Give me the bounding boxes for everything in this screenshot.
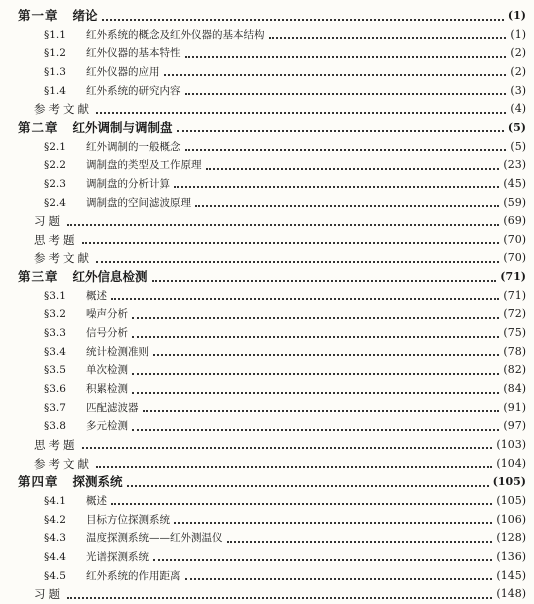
toc-page-number: (1)	[510, 27, 526, 41]
toc-page-number: (82)	[503, 363, 526, 377]
toc-entry-title: 调制盘的类型及工作原理	[86, 159, 202, 172]
dot-leader	[153, 558, 492, 561]
toc-page-number: (145)	[496, 568, 526, 582]
toc-section-row[interactable]	[0, 304, 534, 324]
toc-entry-label	[34, 584, 63, 604]
toc-entry-number: §2.1	[44, 140, 66, 153]
toc-misc-row[interactable]	[0, 454, 534, 474]
toc-section-row[interactable]	[0, 379, 534, 399]
dot-leader	[127, 484, 489, 487]
toc-entry-title: 绪论	[72, 8, 98, 23]
toc-entry-title: 思考题	[34, 437, 78, 452]
toc-page-number: (5)	[507, 120, 526, 134]
toc-entry-label	[44, 43, 181, 63]
toc-entry-number: §3.4	[44, 345, 66, 358]
toc-page-number: (5)	[510, 139, 526, 153]
toc-section-row[interactable]	[0, 155, 534, 175]
dot-leader	[152, 279, 497, 282]
toc-entry-number: §4.2	[44, 513, 66, 526]
dot-leader	[96, 111, 506, 114]
toc-entry-number: §1.4	[44, 84, 66, 97]
toc-entry-title: 多元检测	[86, 420, 128, 433]
toc-entry-number: §4.4	[44, 550, 66, 563]
toc-entry-title: 参考文献	[34, 456, 92, 471]
dot-leader	[153, 353, 499, 356]
toc-entry-label	[18, 6, 98, 26]
toc-entry-title: 温度探测系统——红外测温仪	[86, 532, 223, 545]
dot-leader	[177, 129, 504, 132]
toc-entry-number: §3.1	[44, 289, 66, 302]
toc-page-number: (1)	[507, 9, 526, 22]
toc-entry-label	[44, 379, 128, 399]
toc-section-row[interactable]	[0, 491, 534, 511]
dot-leader	[132, 428, 499, 431]
toc-page-number: (23)	[503, 158, 526, 172]
dot-leader	[143, 409, 500, 412]
toc-entry-number: §3.7	[44, 401, 66, 414]
toc-entry-title: 习题	[34, 587, 63, 602]
dot-leader	[185, 148, 507, 151]
dot-leader	[102, 18, 504, 21]
dot-leader	[185, 577, 493, 580]
toc-entry-label	[44, 174, 170, 194]
toc-chapter-row[interactable]	[0, 267, 534, 287]
dot-leader	[164, 73, 507, 76]
toc-section-row[interactable]	[0, 547, 534, 567]
toc-entry-title: 红外仪器的基本特性	[86, 47, 181, 60]
toc-entry-label	[44, 566, 181, 586]
toc-section-row[interactable]	[0, 174, 534, 194]
toc-entry-title: 噪声分析	[86, 308, 128, 321]
dot-leader	[132, 316, 499, 319]
toc-entry-title: 光谱探测系统	[86, 550, 149, 563]
dot-leader	[132, 372, 499, 375]
toc-page-number: (104)	[496, 456, 526, 470]
dot-leader	[96, 260, 499, 263]
toc-entry-label	[34, 211, 63, 231]
toc-entry-label	[44, 304, 128, 324]
toc-page-number: (106)	[496, 512, 526, 526]
toc-page-number: (136)	[496, 549, 526, 563]
toc-entry-label	[44, 342, 149, 362]
toc-chapter-row[interactable]	[0, 118, 534, 138]
toc-entry-title: 概述	[86, 289, 107, 302]
toc-entry-title: 积累检测	[86, 383, 128, 395]
toc-section-row[interactable]	[0, 25, 534, 45]
toc-entry-label	[44, 360, 128, 380]
toc-entry-label	[18, 267, 148, 287]
toc-page-number: (148)	[496, 587, 526, 601]
toc-entry-label	[34, 99, 92, 119]
dot-leader	[174, 521, 492, 524]
toc-entry-label	[34, 248, 92, 268]
toc-entry-label	[44, 155, 202, 175]
dot-leader	[67, 223, 499, 226]
toc-entry-title: 红外调制的一般概念	[86, 140, 181, 153]
toc-entry-number: §1.3	[44, 65, 66, 78]
toc-entry-title: 红外系统的概念及红外仪器的基本结构	[86, 28, 265, 41]
toc-entry-label	[44, 491, 107, 511]
dot-leader	[132, 335, 499, 338]
toc-section-row[interactable]	[0, 323, 534, 343]
dot-leader	[174, 185, 499, 188]
toc-page-number: (2)	[510, 64, 526, 78]
toc-entry-title: 单次检测	[86, 364, 128, 377]
toc-entry-title: 参考文献	[34, 251, 92, 266]
toc-entry-title: 目标方位探测系统	[86, 513, 170, 526]
toc-entry-label	[44, 323, 128, 343]
toc-entry-label	[44, 510, 170, 530]
toc-page-number: (3)	[510, 83, 526, 97]
dot-leader	[111, 502, 492, 505]
toc-entry-number: §3.3	[44, 327, 66, 340]
toc-entry-label	[44, 193, 191, 213]
dot-leader	[96, 465, 492, 468]
dot-leader	[185, 55, 507, 58]
toc-misc-row[interactable]	[0, 211, 534, 231]
toc-page-number: (128)	[496, 531, 526, 545]
toc-entry-title: 调制盘的分析计算	[86, 177, 170, 190]
toc-entry-label	[34, 454, 92, 474]
toc-entry-label	[44, 398, 139, 418]
toc-entry-number: §4.3	[44, 532, 66, 545]
toc-entry-number: 第四章	[18, 474, 59, 490]
toc-entry-label	[44, 547, 149, 567]
dot-leader	[269, 36, 507, 39]
toc-page-number: (45)	[503, 176, 526, 190]
toc-misc-row[interactable]	[0, 230, 534, 250]
toc-page-number: (72)	[503, 307, 526, 321]
toc-entry-title: 红外调制与调制盘	[72, 119, 173, 135]
dot-leader	[67, 596, 492, 599]
toc-entry-title: 调制盘的空间滤波原理	[86, 196, 191, 209]
toc-page-number: (71)	[503, 288, 526, 302]
toc-entry-number: §1.1	[44, 28, 66, 41]
toc-entry-label	[44, 62, 160, 82]
toc-entry-title: 思考题	[34, 232, 78, 247]
toc-page-number: (75)	[503, 326, 526, 340]
toc-entry-title: 参考文献	[34, 102, 92, 117]
toc-section-row[interactable]	[0, 286, 534, 306]
toc-section-row[interactable]	[0, 81, 534, 101]
toc-entry-title: 红外仪器的应用	[86, 65, 160, 78]
toc-entry-title: 红外系统的作用距离	[86, 569, 181, 582]
dot-leader	[195, 204, 499, 207]
toc-misc-row[interactable]	[0, 435, 534, 455]
dot-leader	[227, 540, 493, 543]
toc-page-number: (70)	[503, 232, 526, 246]
toc-entry-number: §4.5	[44, 569, 66, 582]
toc-page-number: (105)	[492, 475, 526, 489]
toc-entry-number: §3.5	[44, 364, 66, 377]
toc-chapter-row[interactable]	[0, 6, 534, 26]
toc-page-number: (103)	[496, 437, 526, 451]
toc-page-number: (69)	[503, 214, 526, 228]
toc-chapter-row[interactable]	[0, 472, 534, 492]
toc-section-row[interactable]	[0, 137, 534, 157]
toc-entry-label	[44, 416, 128, 436]
toc-section-row[interactable]	[0, 342, 534, 362]
toc-page-number: (70)	[503, 251, 526, 265]
toc-section-row[interactable]	[0, 566, 534, 586]
toc-entry-number: 第三章	[18, 269, 59, 285]
toc-entry-label	[18, 118, 173, 138]
toc-entry-number: §3.6	[44, 383, 66, 395]
toc-entry-label	[44, 81, 181, 101]
dot-leader	[82, 241, 500, 244]
toc-section-row[interactable]	[0, 510, 534, 530]
toc-entry-label	[18, 472, 123, 492]
toc-entry-number: §2.2	[44, 159, 66, 172]
toc-entry-number: §4.1	[44, 494, 66, 507]
toc-misc-row[interactable]	[0, 248, 534, 268]
toc-section-row[interactable]	[0, 528, 534, 548]
toc-page-number: (71)	[500, 270, 526, 284]
toc-entry-number: §2.4	[44, 196, 66, 209]
toc-section-row[interactable]	[0, 43, 534, 63]
toc-section-row[interactable]	[0, 416, 534, 436]
toc-page-number: (78)	[503, 344, 526, 358]
toc-entry-label	[44, 25, 265, 45]
dot-leader	[82, 446, 493, 449]
toc-entry-number: §2.3	[44, 177, 66, 190]
dot-leader	[132, 391, 499, 394]
toc-page-number: (105)	[496, 493, 526, 507]
toc-entry-label	[34, 230, 78, 250]
dot-leader	[185, 92, 507, 95]
toc-entry-number: §1.2	[44, 47, 66, 60]
dot-leader	[206, 167, 500, 170]
toc-entry-title: 红外信息检测	[72, 269, 148, 285]
toc-page-number: (84)	[503, 382, 526, 395]
toc-entry-label	[44, 137, 181, 157]
toc-entry-title: 探测系统	[72, 474, 123, 490]
toc-entry-label	[44, 286, 107, 306]
toc-entry-number: 第二章	[18, 119, 59, 135]
toc-page-number: (59)	[503, 195, 526, 209]
toc-entry-number: §3.2	[44, 308, 66, 321]
toc-entry-title: 统计检测准则	[86, 345, 149, 358]
toc-section-row[interactable]	[0, 62, 534, 82]
toc-page-number: (91)	[503, 400, 526, 414]
dot-leader	[111, 297, 499, 300]
toc-page-number: (4)	[510, 102, 526, 116]
toc-page-number: (2)	[510, 46, 526, 60]
toc-entry-title: 匹配滤波器	[86, 401, 139, 414]
toc-entry-title: 概述	[86, 494, 107, 507]
toc-entry-title: 习题	[34, 214, 63, 229]
toc-misc-row[interactable]	[0, 584, 534, 604]
toc-section-row[interactable]	[0, 360, 534, 380]
toc-entry-number: §3.8	[44, 420, 66, 433]
toc-section-row[interactable]	[0, 398, 534, 418]
toc-misc-row[interactable]	[0, 99, 534, 119]
toc-entry-label	[34, 435, 78, 455]
toc-entry-label	[44, 528, 223, 548]
toc-entry-title: 信号分析	[86, 327, 128, 340]
toc-entry-title: 红外系统的研究内容	[86, 84, 181, 97]
toc-section-row[interactable]	[0, 193, 534, 213]
toc-page-number: (97)	[503, 419, 526, 433]
toc-entry-number: 第一章	[18, 8, 59, 23]
